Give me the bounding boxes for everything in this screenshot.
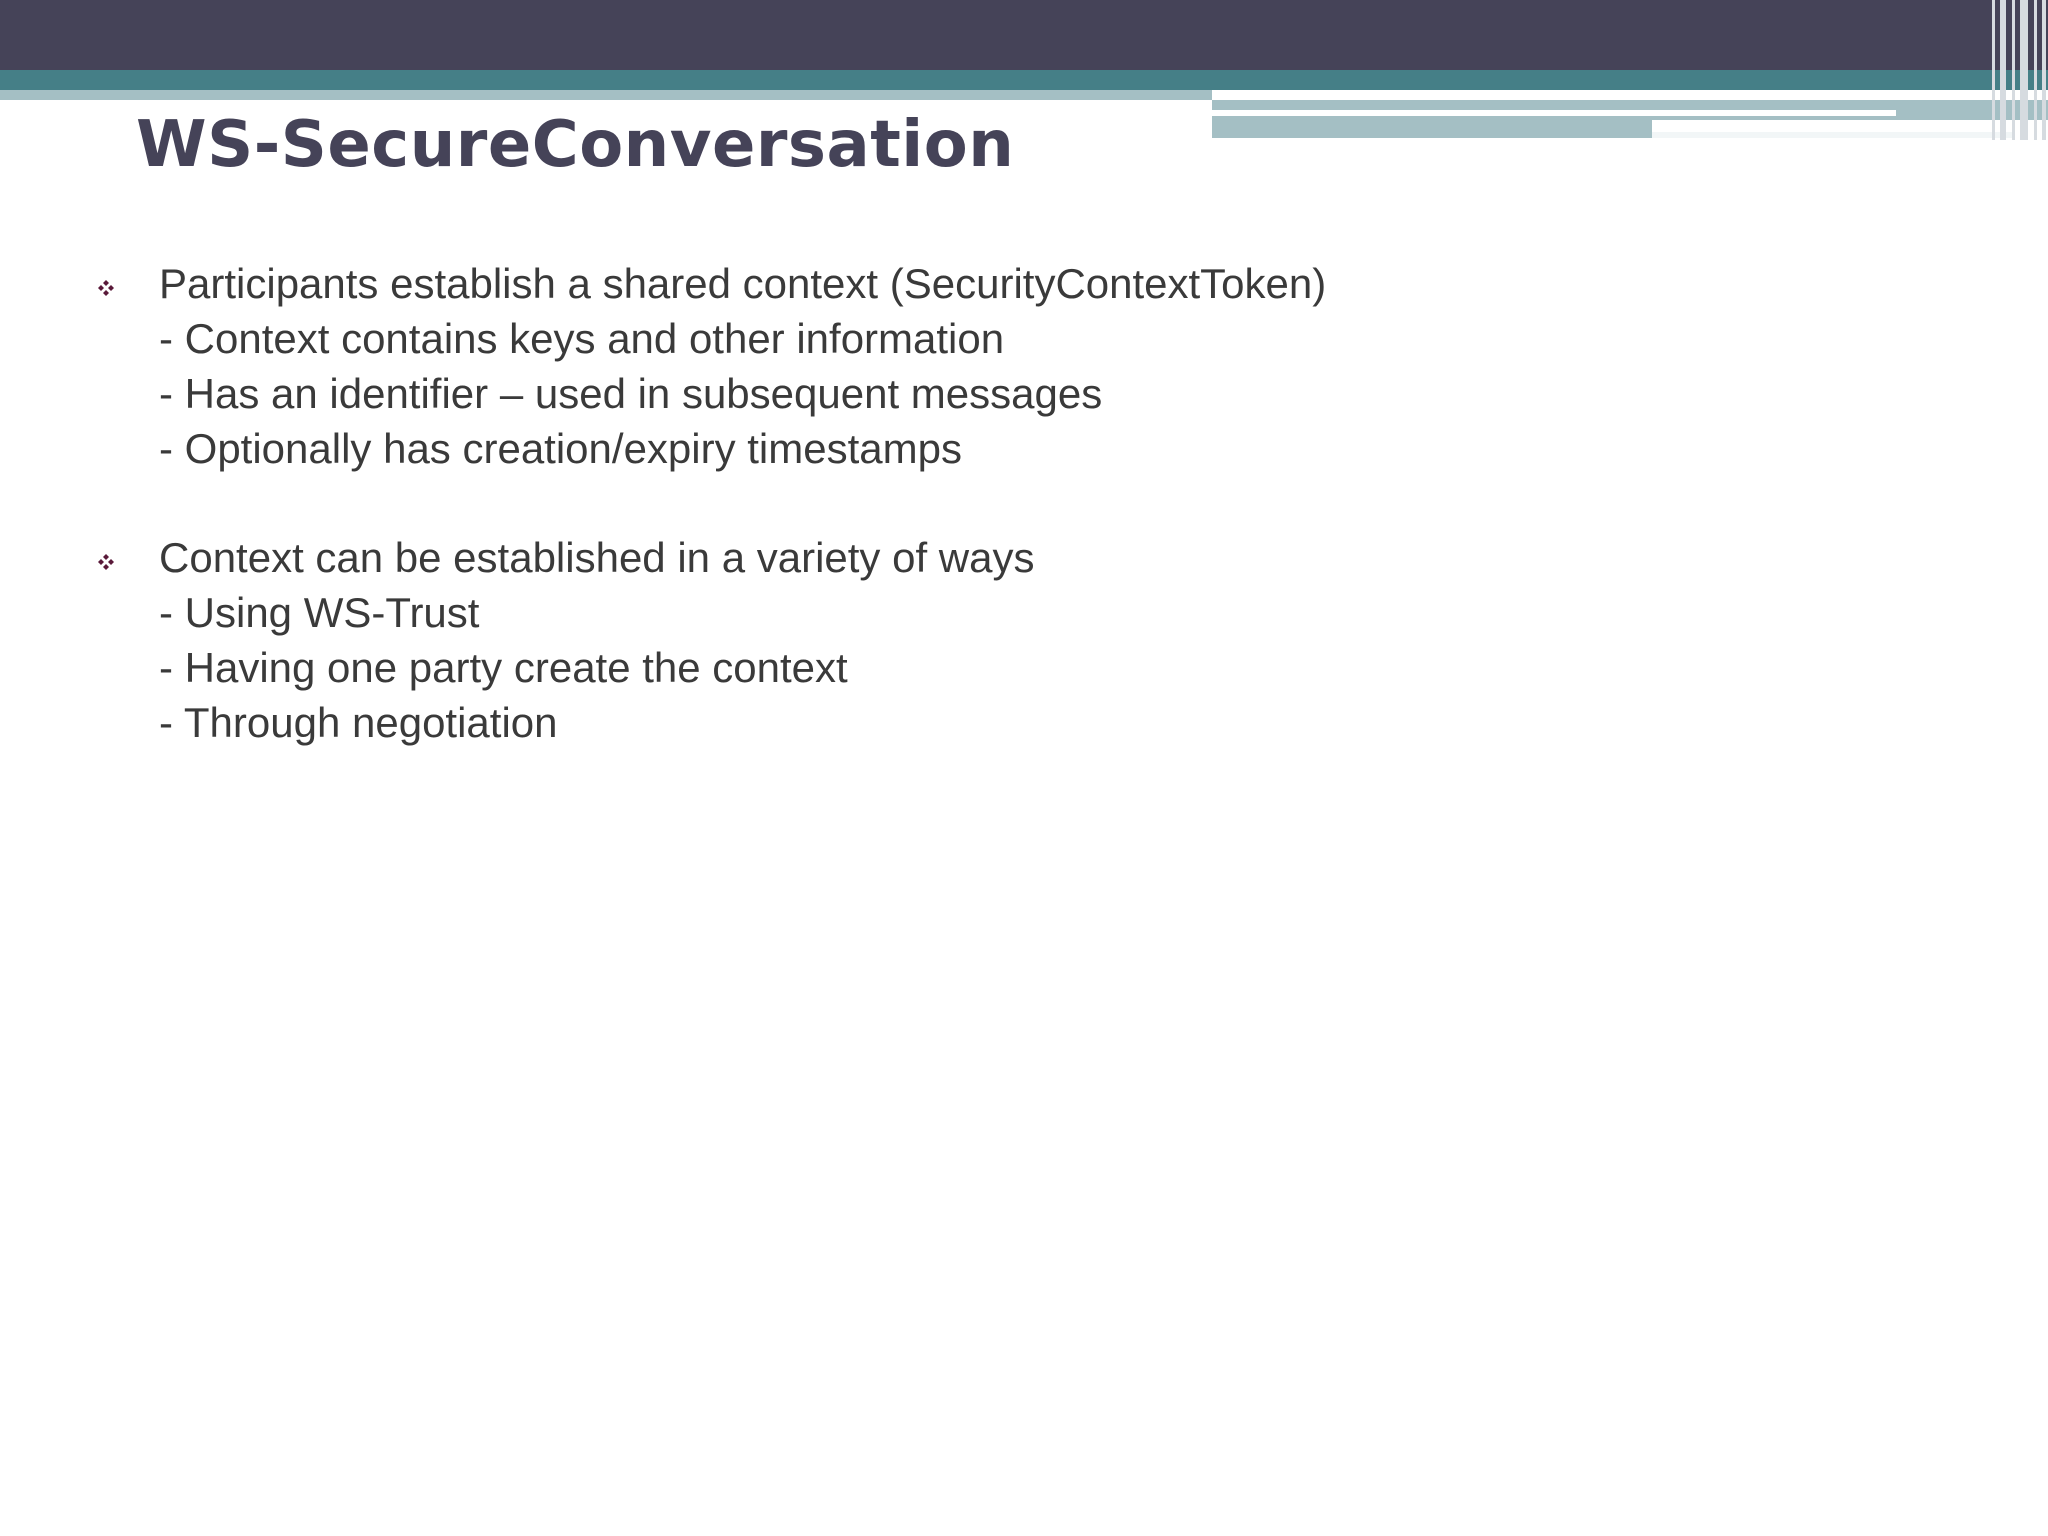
header-band-white-right xyxy=(1652,132,2012,138)
sub-item: - Having one party create the context xyxy=(159,644,848,691)
bullet-text: Context can be established in a variety of ways xyxy=(159,534,1035,581)
sub-item: - Through negotiation xyxy=(159,699,558,746)
bullet-item xyxy=(96,256,1896,476)
diamond-quad-bullet-icon xyxy=(96,278,116,298)
diamond-quad-bullet-icon xyxy=(96,552,116,572)
slide-body xyxy=(96,256,1896,804)
sub-item: - Context contains keys and other information xyxy=(159,315,1005,362)
header-band-teal xyxy=(0,70,2048,90)
bullet-item xyxy=(96,530,1896,750)
sub-item: - Using WS-Trust xyxy=(159,589,480,636)
slide-title: WS-SecureConversation xyxy=(136,108,1015,182)
header-band-light-left xyxy=(0,90,1212,100)
header-band-light-lower xyxy=(1212,120,1652,138)
header-band-dark xyxy=(0,0,2048,70)
header-band-white-line xyxy=(1212,110,1896,116)
header-stripes xyxy=(1988,0,2048,140)
sub-item: - Optionally has creation/expiry timestamps xyxy=(159,425,962,472)
bullet-text: Participants establish a shared context (SecurityContextToken) xyxy=(159,260,1327,307)
sub-item: - Has an identifier – used in subsequent messages xyxy=(159,370,1103,417)
